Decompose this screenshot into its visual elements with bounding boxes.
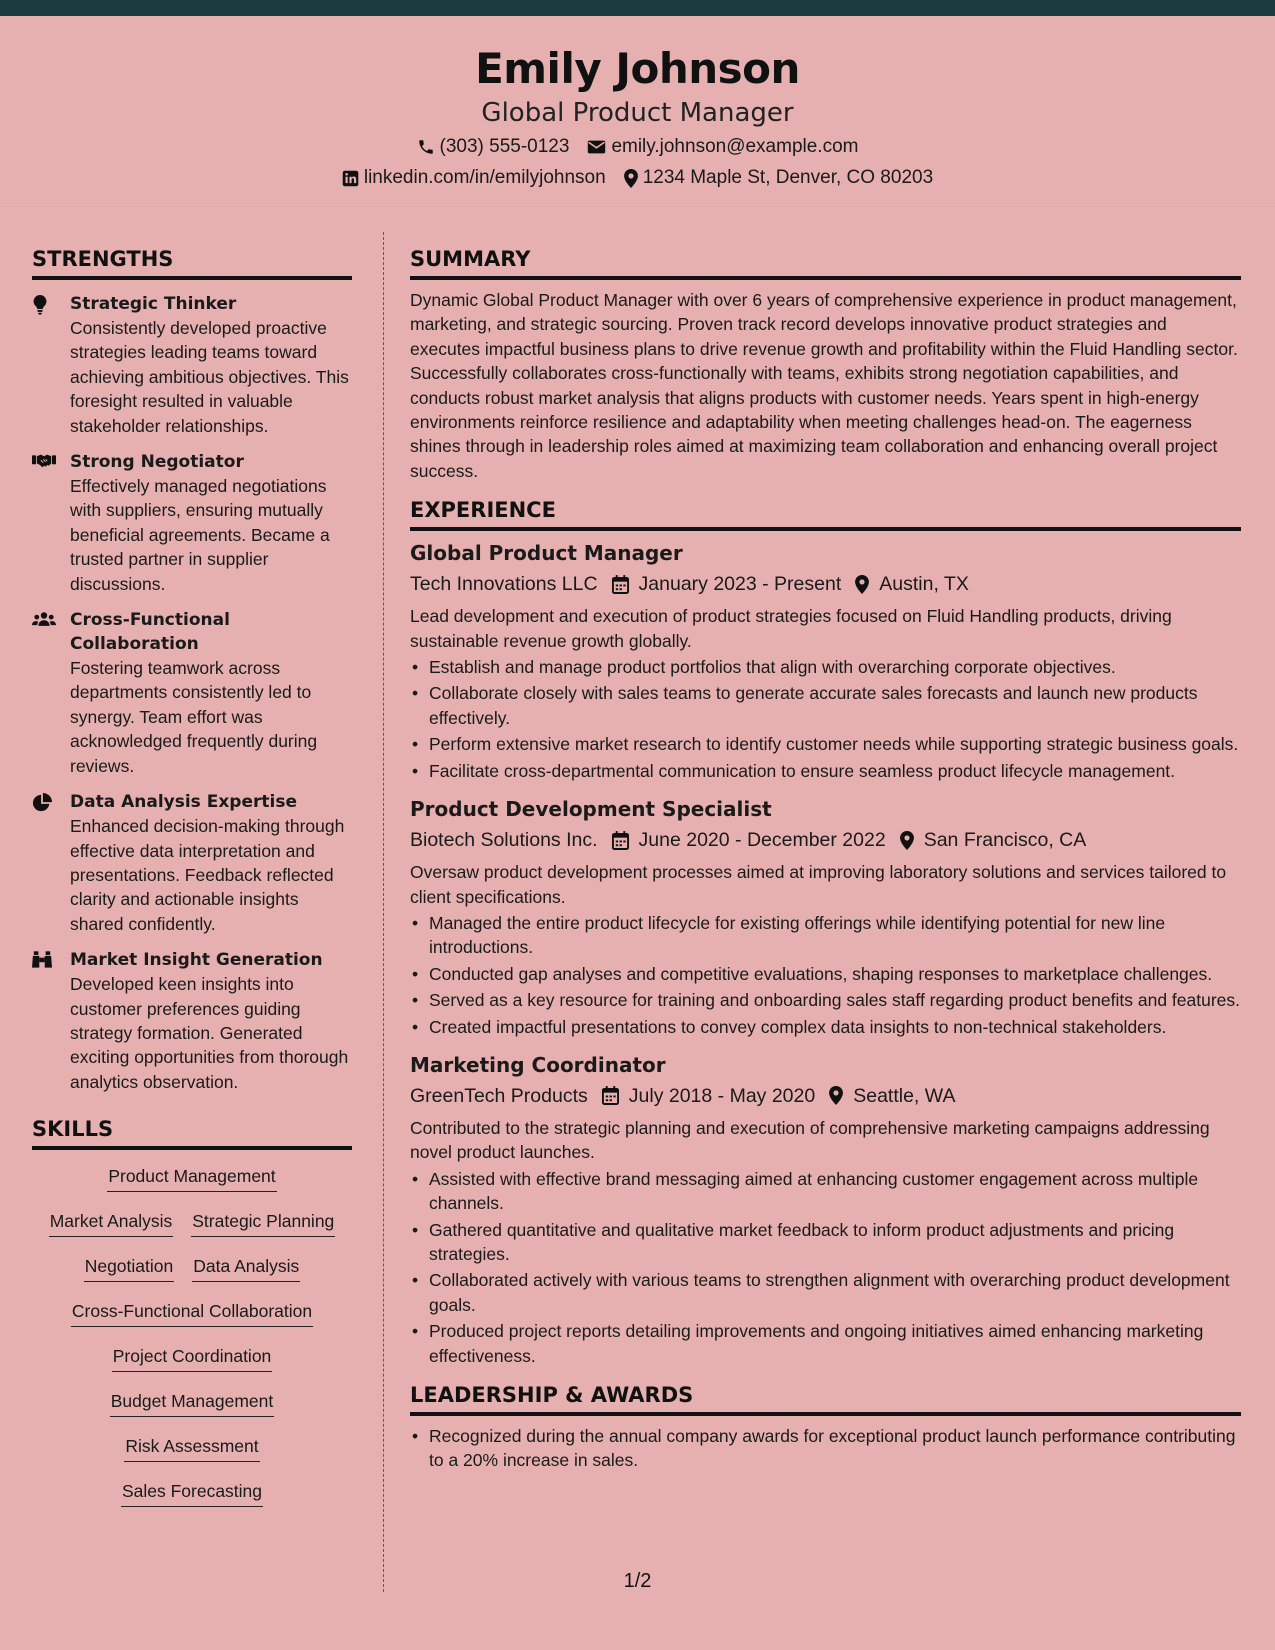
left-column bbox=[32, 242, 352, 1524]
job-location: San Francisco, CA bbox=[923, 829, 1087, 852]
strength-desc: Developed keen insights into customer preferences guiding strategy formation. Generated exciting opportunities from thorough analytics observation. bbox=[70, 974, 349, 1092]
skill-tag: Sales Forecasting bbox=[121, 1479, 263, 1507]
contact-row-1 bbox=[0, 133, 1275, 161]
job-dates: June 2020 - December 2022 bbox=[638, 829, 886, 852]
job-role: Global Product Manager bbox=[410, 541, 683, 566]
skill-tag: Cross-Functional Collaboration bbox=[71, 1299, 313, 1327]
job-location: Austin, TX bbox=[879, 573, 969, 596]
job-meta bbox=[410, 1080, 1241, 1112]
phone-contact[interactable] bbox=[417, 133, 570, 161]
skill-tag: Risk Assessment bbox=[124, 1434, 259, 1462]
job-dates: July 2018 - May 2020 bbox=[628, 1084, 816, 1107]
skill-tag: Project Coordination bbox=[112, 1344, 273, 1372]
job-company: Biotech Solutions Inc. bbox=[410, 829, 598, 852]
strength-item bbox=[32, 292, 352, 438]
strength-item bbox=[32, 450, 352, 596]
handshake-icon bbox=[32, 450, 70, 596]
skill-tag: Budget Management bbox=[110, 1389, 274, 1417]
address-contact bbox=[624, 164, 933, 192]
users-icon bbox=[32, 608, 70, 778]
strength-item bbox=[32, 608, 352, 778]
strength-title: Data Analysis Expertise bbox=[70, 792, 297, 813]
calendar-icon bbox=[612, 575, 629, 594]
strength-desc: Consistently developed proactive strategies leading teams toward achieving ambitious objectives. This foresight resulted in valuable stakeholder relationships. bbox=[70, 318, 349, 436]
experience-entry bbox=[410, 1051, 1241, 1368]
strength-desc: Enhanced decision-making through effective data interpretation and presentations. Feedback reflected clarity and actionable insights shared confidently. bbox=[70, 816, 345, 934]
page-number: 1/2 bbox=[623, 1570, 652, 1592]
header-separator bbox=[0, 203, 1275, 204]
bullet-item: • Assisted with effective brand messaging aimed at enhancing customer engagement across multiple channels. bbox=[410, 1167, 1241, 1216]
bullet-item: • Collaborate closely with sales teams to generate accurate sales forecasts and launch new products effectively. bbox=[410, 681, 1241, 730]
bullet-item: • Establish and manage product portfolios that align with overarching corporate objectives. bbox=[410, 655, 1241, 679]
strength-item bbox=[32, 790, 352, 936]
candidate-title: Global Product Manager bbox=[481, 98, 794, 128]
job-meta bbox=[410, 824, 1241, 856]
strength-title: Cross-Functional Collaboration bbox=[70, 610, 230, 655]
strength-title: Market Insight Generation bbox=[70, 950, 323, 971]
map-marker-icon bbox=[829, 1086, 843, 1105]
phone-text: (303) 555-0123 bbox=[439, 136, 570, 157]
contact-row-2 bbox=[0, 164, 1275, 192]
bullet-item: • Served as a key resource for training and onboarding sales staff regarding product benefits and features. bbox=[410, 988, 1241, 1012]
bullet-item: • Gathered quantitative and qualitative market feedback to inform product adjustments and pricing strategies. bbox=[410, 1218, 1241, 1267]
job-role: Product Development Specialist bbox=[410, 797, 772, 822]
map-marker-icon bbox=[624, 169, 638, 188]
binoculars-icon bbox=[32, 948, 70, 1094]
candidate-name: Emily Johnson bbox=[475, 44, 800, 93]
job-role: Marketing Coordinator bbox=[410, 1052, 666, 1077]
skill-tag: Product Management bbox=[107, 1164, 276, 1192]
bullet-item: • Collaborated actively with various teams to strengthen alignment with overarching product development goals. bbox=[410, 1268, 1241, 1317]
job-description: Lead development and execution of product strategies focused on Fluid Handling products, driving sustainable revenue growth globally. bbox=[410, 606, 1172, 651]
experience-entry bbox=[410, 795, 1241, 1039]
skill-tag: Market Analysis bbox=[49, 1209, 174, 1237]
skills-list bbox=[32, 1164, 352, 1524]
strength-desc: Fostering teamwork across departments consistently led to synergy. Team effort was acknowledged frequently during reviews. bbox=[70, 658, 318, 776]
strength-desc: Effectively managed negotiations with suppliers, ensuring mutually beneficial agreements. Became a trusted partner in supplier discussions. bbox=[70, 476, 330, 594]
bullet-item: • Conducted gap analyses and competitive evaluations, shaping responses to marketplace challenges. bbox=[410, 962, 1241, 986]
strength-title: Strong Negotiator bbox=[70, 452, 244, 473]
strength-title: Strategic Thinker bbox=[70, 294, 237, 314]
job-description: Contributed to the strategic planning and execution of comprehensive marketing campaigns addressing novel product launches. bbox=[410, 1117, 1210, 1163]
linkedin-text: linkedin.com/in/emilyjohnson bbox=[363, 167, 606, 188]
experience-entry bbox=[410, 539, 1241, 783]
job-bullets bbox=[410, 655, 1241, 783]
email-text: emily.johnson@example.com bbox=[611, 136, 859, 157]
resume-header bbox=[0, 16, 1275, 204]
summary-heading: SUMMARY bbox=[410, 242, 1241, 280]
job-company: GreenTech Products bbox=[410, 1084, 588, 1107]
awards-heading: LEADERSHIP & AWARDS bbox=[410, 1378, 1241, 1416]
bullet-item: • Produced project reports detailing improvements and ongoing initiatives aimed enhancing marketing effectiveness. bbox=[410, 1319, 1241, 1368]
phone-icon bbox=[417, 138, 435, 156]
lightbulb-icon bbox=[32, 292, 70, 438]
awards-list bbox=[410, 1424, 1241, 1473]
skill-tag: Negotiation bbox=[84, 1254, 175, 1282]
bullet-item: • Managed the entire product lifecycle for existing offerings while identifying potential for new line introductions. bbox=[410, 911, 1241, 960]
email-contact[interactable] bbox=[587, 133, 858, 161]
job-dates: January 2023 - Present bbox=[638, 573, 842, 596]
top-accent-bar bbox=[0, 0, 1275, 16]
skills-heading: SKILLS bbox=[32, 1112, 352, 1150]
bullet-item: • Facilitate cross-departmental communication to ensure seamless product lifecycle management. bbox=[410, 759, 1241, 783]
address-text: 1234 Maple St, Denver, CO 80203 bbox=[642, 167, 934, 188]
map-marker-icon bbox=[855, 575, 869, 594]
job-location: Seattle, WA bbox=[853, 1084, 956, 1107]
calendar-icon bbox=[612, 831, 629, 850]
right-column bbox=[410, 242, 1241, 1475]
job-meta bbox=[410, 568, 1241, 600]
skill-tag: Data Analysis bbox=[192, 1254, 300, 1282]
job-description: Oversaw product development processes aimed at improving laboratory solutions and services tailored to client specifications. bbox=[410, 862, 1227, 907]
summary-text: Dynamic Global Product Manager with over 6 years of comprehensive experience in product management, marketing, and strategic sourcing. Proven track record develops innovative product strategies and executes impactful business plans to drive revenue growth and profitability within the Fluid Handling sector. Successfully collaborates cross-functionally with teams, exhibits strong negotiation capabilities, and conducts robust market analysis that aligns products with customer needs. Years spent in high-energy environments reinforce resilience and adaptability when meeting challenges head-on. The eagerness shines through in leadership roles aimed at maximizing team collaboration and enhancing overall project success. bbox=[410, 290, 1238, 481]
linkedin-contact[interactable] bbox=[342, 164, 606, 192]
envelope-icon bbox=[587, 139, 606, 155]
job-bullets bbox=[410, 911, 1241, 1039]
skill-tag: Strategic Planning bbox=[191, 1209, 335, 1237]
experience-heading: EXPERIENCE bbox=[410, 493, 1241, 531]
job-company: Tech Innovations LLC bbox=[410, 573, 598, 596]
bullet-item: • Perform extensive market research to identify customer needs while supporting strategic business goals. bbox=[410, 732, 1241, 756]
calendar-icon bbox=[602, 1086, 619, 1105]
strengths-heading: STRENGTHS bbox=[32, 242, 352, 280]
map-marker-icon bbox=[900, 831, 914, 850]
column-divider bbox=[383, 232, 384, 1592]
job-bullets bbox=[410, 1167, 1241, 1368]
bullet-item: • Created impactful presentations to convey complex data insights to non-technical stakeholders. bbox=[410, 1015, 1241, 1039]
linkedin-icon bbox=[342, 170, 359, 187]
pie-chart-icon bbox=[32, 790, 70, 936]
award-item: • Recognized during the annual company awards for exceptional product launch performance contributing to a 20% increase in sales. bbox=[410, 1424, 1241, 1473]
strength-item bbox=[32, 948, 352, 1094]
